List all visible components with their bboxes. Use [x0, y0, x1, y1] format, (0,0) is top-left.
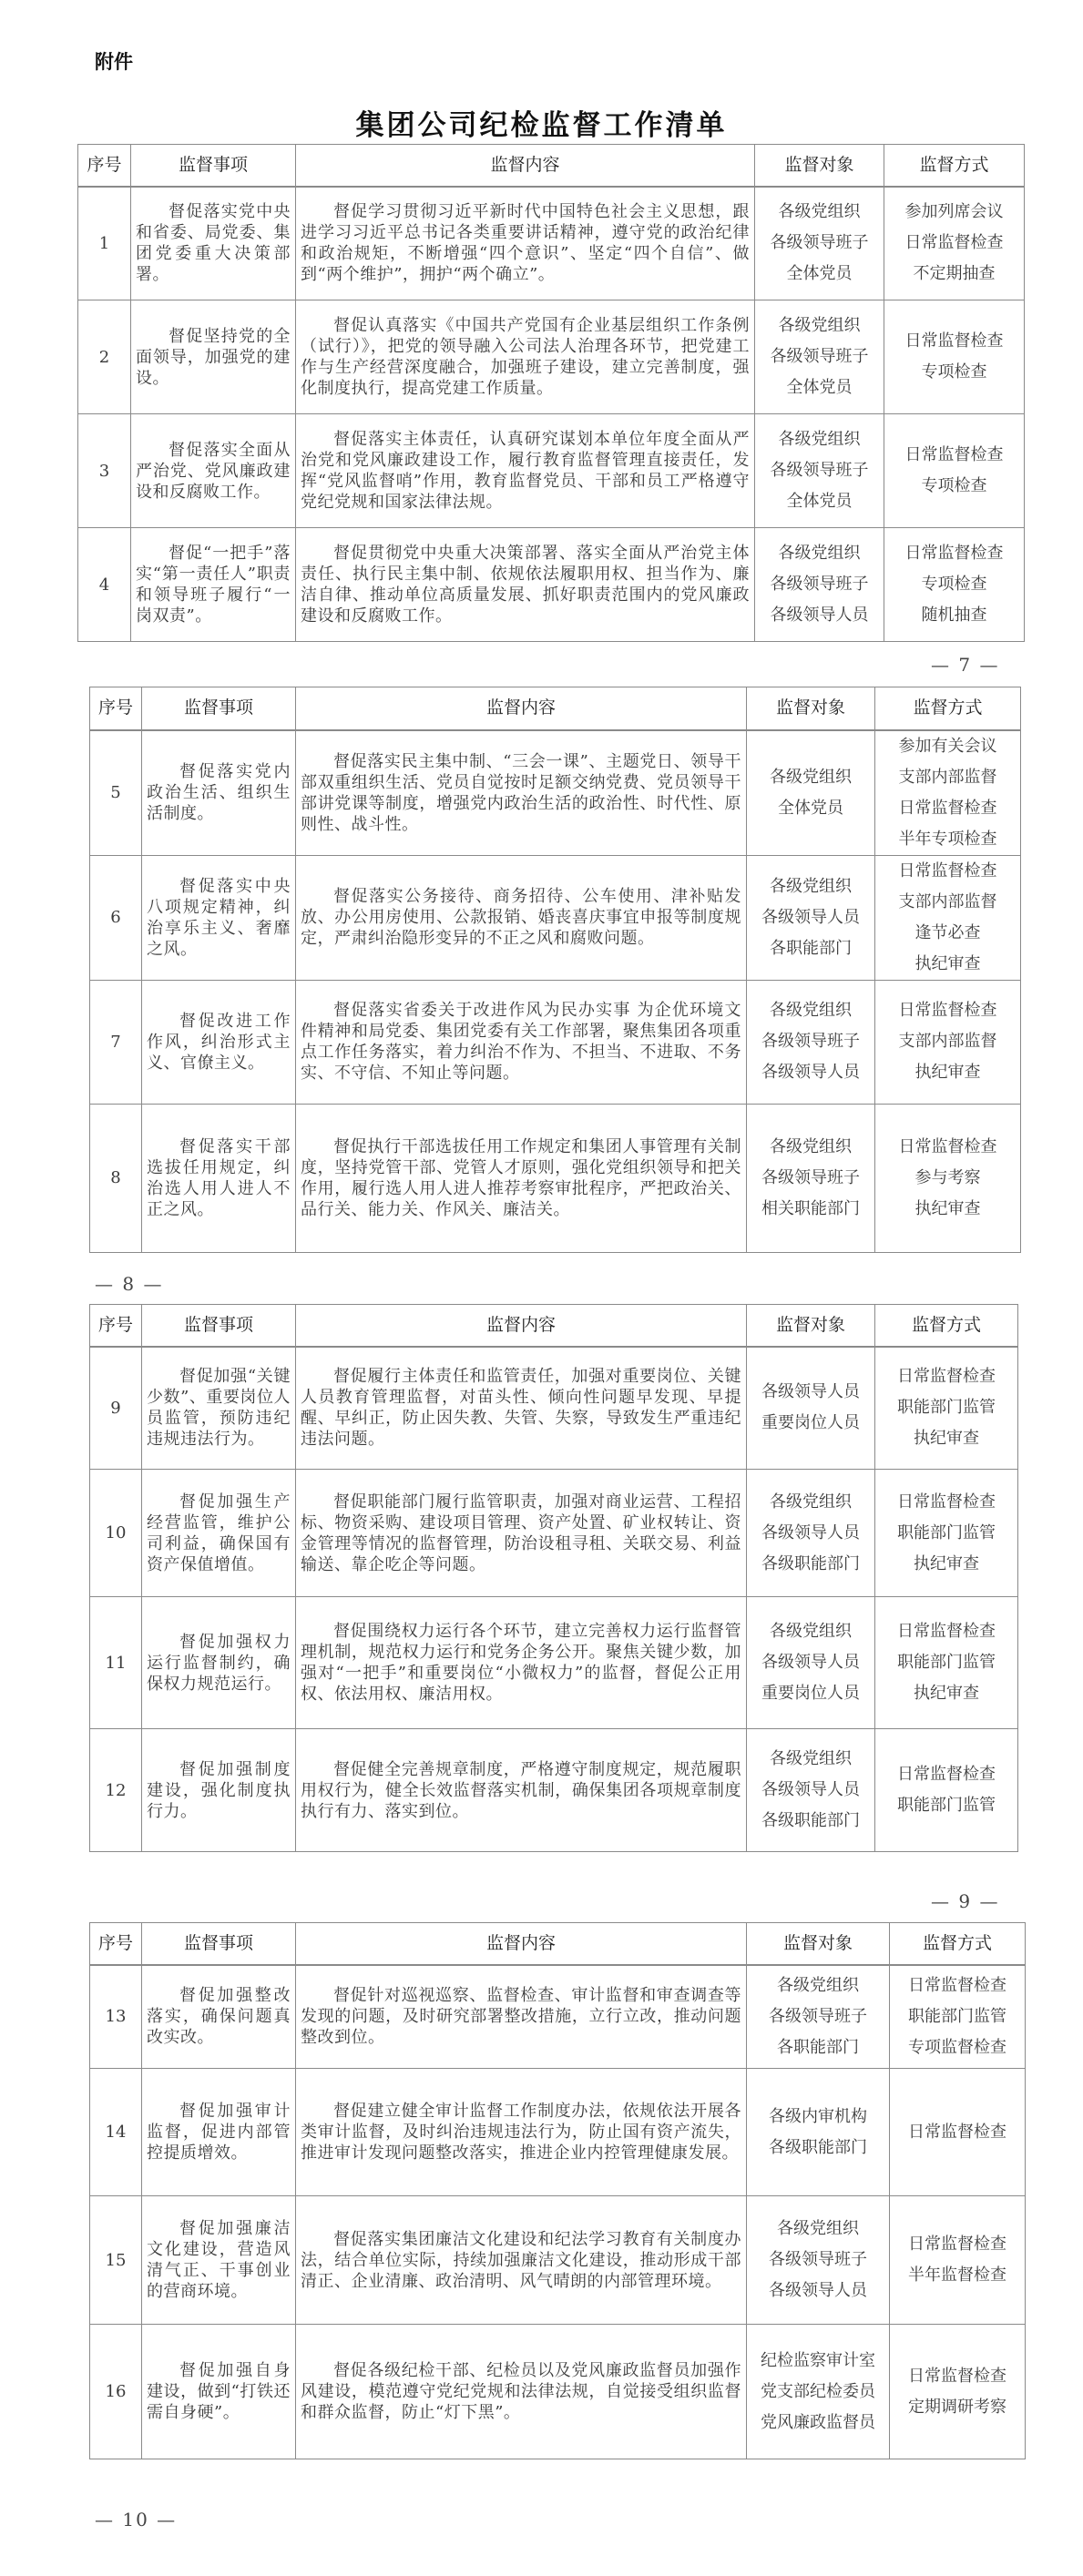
- header-content: 监督内容: [296, 687, 747, 730]
- page-number: — 8 —: [95, 1273, 164, 1295]
- method-entry: 专项检查: [921, 476, 987, 495]
- supervision-content: 督促针对巡视巡察、监督检查、审计监督和审查调查等发现的问题，及时研究部署整改措施，立行立改，推动问题整改到位。: [296, 1965, 747, 2069]
- supervision-item: 督促改进工作作风，纠治形式主义、官僚主义。: [142, 980, 296, 1104]
- page-number: — 7 —: [931, 654, 1000, 676]
- target-entry: 各级领导人员: [761, 907, 860, 927]
- table-row: [90, 730, 1021, 856]
- target-entry: 各级领导人员: [769, 2281, 867, 2300]
- target-entry: 各级党组织: [770, 1622, 852, 1641]
- supervision-content: 督促围绕权力运行各个环节，建立完善权力运行监督管理机制，规范权力运行和党务企务公开。聚焦关键少数，加强对“一把手”和重要岗位“小微权力”的监督，督促公正用权、依法用权、廉洁用权。: [296, 1597, 747, 1729]
- supervision-table: [89, 1922, 1026, 2459]
- target-entry: 各级党组织: [777, 1975, 859, 1995]
- supervision-content: 督促落实省委关于改进作风为民办实事 为企优环境文件精神和局党委、集团党委有关工作部署，聚焦集团各项重点工作任务落实，着力纠治不作为、不担当、不进取、不务实、不守信、不知止等问题。: [296, 980, 747, 1104]
- target-entry: 各级领导班子: [770, 575, 869, 594]
- method-entry: 日常监督检查: [908, 2366, 1006, 2386]
- supervision-content: 督促落实公务接待、商务招待、公车使用、津补贴发放、办公用房使用、公款报销、婚丧喜庆事宜申报等制度规定，严肃纠治隐形变异的不正之风和腐败问题。: [296, 855, 747, 980]
- header-row: [90, 1305, 1018, 1347]
- supervision-content: 督促履行主体责任和监管责任，加强对重要岗位、关键人员教育管理监督，对苗头性、倾向性问题早发现、早提醒、早纠正，防止因失教、失管、失察，导致发生严重违纪违法问题。: [296, 1347, 747, 1470]
- method-entry: 日常监督检查: [898, 798, 997, 818]
- supervision-methods: [884, 528, 1025, 642]
- table-row: [90, 1597, 1018, 1729]
- method-entry: 职能部门监管: [897, 1796, 996, 1815]
- attachment-label: 附件: [95, 51, 133, 73]
- row-number: 1: [78, 187, 131, 300]
- row-number: 6: [90, 855, 142, 980]
- header-method: 监督方式: [890, 1923, 1026, 1965]
- target-entry: 各级内审机构: [769, 2106, 867, 2126]
- target-entry: 各级领导人员: [761, 1063, 860, 1082]
- header-no: 序号: [90, 687, 142, 730]
- supervision-targets: [755, 300, 884, 414]
- method-entry: 参与考察: [914, 1167, 981, 1187]
- method-entry: 不定期抽查: [913, 264, 996, 284]
- method-entry: 参加列席会议: [904, 202, 1004, 222]
- method-entry: 定期调研考察: [908, 2397, 1006, 2417]
- header-no: 序号: [90, 1305, 142, 1347]
- header-no: 序号: [90, 1923, 142, 1965]
- row-number: 5: [90, 730, 142, 856]
- supervision-targets: [755, 414, 884, 528]
- table-row: [78, 414, 1025, 528]
- method-entry: 执纪审查: [914, 1063, 981, 1082]
- table-row: [90, 2069, 1026, 2196]
- target-entry: 各级党组织: [770, 1136, 852, 1156]
- table-row: [90, 855, 1021, 980]
- target-entry: 各级职能部门: [761, 1553, 860, 1573]
- supervision-content: 督促执行干部选拔任用工作规定和集团人事管理有关制度，坚持党管干部、党管人才原则，强化党组织领导和把关作用，履行选人用人进人推荐考察审批程序，严把政治关、品行关、能力关、作风关、廉洁关。: [296, 1104, 747, 1252]
- supervision-targets: [747, 1347, 875, 1470]
- header-content: 监督内容: [296, 1923, 747, 1965]
- target-entry: 重要岗位人员: [761, 1684, 860, 1703]
- supervision-content: 督促建立健全审计监督工作制度办法，依规依法开展各类审计监督，及时纠治违规违法行为，防止国有资产流失，推进审计发现问题整改落实，推进企业内控管理健康发展。: [296, 2069, 747, 2196]
- method-entry: 支部内部监督: [898, 891, 997, 911]
- target-entry: 各级职能部门: [769, 2137, 867, 2157]
- header-row: [78, 145, 1025, 187]
- supervision-methods: [890, 2069, 1026, 2196]
- row-number: 7: [90, 980, 142, 1104]
- supervision-content: 督促落实主体责任，认真研究谋划本单位年度全面从严治党和党风廉政建设工作，履行教育监督管理直接责任，发挥“党风监督哨”作用，教育监督党员、干部和员工严格遵守党纪党规和国家法律法规。: [296, 414, 755, 528]
- method-entry: 日常监督检查: [904, 331, 1004, 351]
- method-entry: 日常监督检查: [898, 1136, 997, 1156]
- supervision-targets: [755, 187, 884, 300]
- row-number: 10: [90, 1470, 142, 1597]
- target-entry: 各级党组织: [770, 876, 852, 896]
- method-entry: 执纪审查: [914, 1429, 979, 1449]
- method-entry: 支部内部监督: [898, 1032, 997, 1051]
- target-entry: 各级党组织: [778, 544, 861, 563]
- header-target: 监督对象: [747, 1923, 890, 1965]
- target-entry: 纪检监察审计室: [761, 2350, 875, 2370]
- method-entry: 职能部门监管: [897, 1522, 996, 1543]
- row-number: 4: [78, 528, 131, 642]
- target-entry: 各级领导班子: [770, 461, 869, 480]
- row-number: 3: [78, 414, 131, 528]
- row-number: 8: [90, 1104, 142, 1252]
- supervision-content: 督促健全完善规章制度，严格遵守制度规定，规范履职用权行为，健全长效监督落实机制，确保集团各项规章制度执行有力、落实到位。: [296, 1729, 747, 1852]
- supervision-methods: [884, 300, 1025, 414]
- supervision-methods: [890, 2325, 1026, 2459]
- row-number: 14: [90, 2069, 142, 2196]
- supervision-item: 督促加强制度建设，强化制度执行力。: [142, 1729, 296, 1852]
- target-entry: 相关职能部门: [761, 1198, 860, 1218]
- target-entry: 各级党组织: [778, 202, 861, 222]
- method-entry: 日常监督检查: [898, 1001, 997, 1020]
- supervision-item: 督促落实干部选拔任用规定，纠治选人用人进人不正之风。: [142, 1104, 296, 1252]
- supervision-targets: [747, 1470, 875, 1597]
- method-entry: 日常监督检查: [897, 1765, 996, 1784]
- header-item: 监督事项: [142, 1305, 296, 1347]
- method-entry: 专项监督检查: [908, 2037, 1006, 2057]
- method-entry: 逢节必查: [914, 922, 981, 942]
- table-row: [78, 187, 1025, 300]
- target-entry: 各级领导班子: [761, 1167, 860, 1187]
- supervision-targets: [747, 2069, 890, 2196]
- target-entry: 全体党员: [786, 264, 853, 284]
- supervision-targets: [747, 1965, 890, 2069]
- supervision-methods: [875, 730, 1021, 856]
- method-entry: 执纪审查: [914, 1684, 979, 1703]
- supervision-item: 督促坚持党的全面领导，加强党的建设。: [131, 300, 296, 414]
- target-entry: 各级领导班子: [769, 2250, 867, 2269]
- supervision-item: 督促加强自身建设，做到“打铁还需自身硬”。: [142, 2325, 296, 2459]
- header-row: [90, 1923, 1026, 1965]
- header-method: 监督方式: [875, 1305, 1018, 1347]
- table-row: [90, 1729, 1018, 1852]
- supervision-targets: [747, 855, 875, 980]
- table-row: [90, 1470, 1018, 1597]
- supervision-item: 督促落实全面从严治党、党风廉政建设和反腐败工作。: [131, 414, 296, 528]
- supervision-table: [89, 687, 1021, 1253]
- method-entry: 日常监督检查: [908, 2122, 1006, 2142]
- method-entry: 日常监督检查: [904, 445, 1004, 464]
- header-item: 监督事项: [142, 687, 296, 730]
- row-number: 9: [90, 1347, 142, 1470]
- document-title: 集团公司纪检监督工作清单: [355, 109, 728, 142]
- method-entry: 日常监督检查: [898, 860, 997, 881]
- header-target: 监督对象: [747, 687, 875, 730]
- method-entry: 日常监督检查: [897, 1492, 996, 1512]
- target-entry: 各级党组织: [778, 316, 861, 335]
- method-entry: 日常监督检查: [904, 544, 1004, 563]
- target-entry: 各级领导人员: [761, 1653, 860, 1672]
- table-row: [90, 2196, 1026, 2325]
- row-number: 15: [90, 2196, 142, 2325]
- supervision-item: 督促加强廉洁文化建设，营造风清气正、干事创业的营商环境。: [142, 2196, 296, 2325]
- supervision-content: 督促职能部门履行监管职责，加强对商业运营、工程招标、物资采购、建设项目管理、资产处置、矿业权转让、资金管理等情况的监督管理，防治设租寻租、关联交易、利益输送、靠企吃企等问题。: [296, 1470, 747, 1597]
- target-entry: 全体党员: [778, 798, 843, 818]
- table-row: [90, 1347, 1018, 1470]
- method-entry: 日常监督检查: [908, 1975, 1006, 1995]
- target-entry: 各级领导班子: [770, 233, 869, 253]
- supervision-item: 督促落实中央八项规定精神，纠治享乐主义、奢靡之风。: [142, 855, 296, 980]
- supervision-table: [77, 144, 1025, 642]
- supervision-table: [89, 1304, 1018, 1852]
- target-entry: 各级领导人员: [761, 1780, 860, 1799]
- header-target: 监督对象: [755, 145, 884, 187]
- supervision-methods: [875, 1597, 1018, 1729]
- target-entry: 党风廉政监督员: [761, 2412, 875, 2432]
- page-number: — 9 —: [931, 1890, 1000, 1912]
- method-entry: 支部内部监督: [898, 767, 997, 787]
- target-entry: 各级职能部门: [761, 1811, 860, 1830]
- target-entry: 党支部纪检委员: [761, 2381, 875, 2401]
- table-row: [90, 980, 1021, 1104]
- supervision-methods: [890, 2196, 1026, 2325]
- header-row: [90, 687, 1021, 730]
- supervision-methods: [884, 187, 1025, 300]
- supervision-targets: [747, 1597, 875, 1729]
- supervision-targets: [747, 980, 875, 1104]
- method-entry: 日常监督检查: [908, 2235, 1006, 2254]
- target-entry: 重要岗位人员: [761, 1413, 860, 1433]
- supervision-methods: [875, 980, 1021, 1104]
- row-number: 11: [90, 1597, 142, 1729]
- supervision-targets: [755, 528, 884, 642]
- supervision-targets: [747, 1104, 875, 1252]
- supervision-targets: [747, 2196, 890, 2325]
- supervision-methods: [875, 855, 1021, 980]
- supervision-content: 督促认真落实《中国共产党国有企业基层组织工作条例（试行）》，把党的领导融入公司法人治理各环节，把党建工作与生产经营深度融合，加强班子建设，建立完善制度，强化制度执行，提高党建工作质量。: [296, 300, 755, 414]
- supervision-targets: [747, 1729, 875, 1852]
- target-entry: 全体党员: [786, 492, 853, 511]
- method-entry: 执纪审查: [914, 953, 981, 973]
- header-method: 监督方式: [884, 145, 1025, 187]
- supervision-methods: [884, 414, 1025, 528]
- method-entry: 职能部门监管: [908, 2006, 1006, 2026]
- target-entry: 各级党组织: [777, 2219, 859, 2238]
- header-content: 监督内容: [296, 1305, 747, 1347]
- target-entry: 各级领导人员: [761, 1382, 860, 1402]
- header-target: 监督对象: [747, 1305, 875, 1347]
- supervision-methods: [875, 1104, 1021, 1252]
- table-row: [78, 300, 1025, 414]
- target-entry: 各级党组织: [770, 767, 852, 787]
- supervision-item: 督促落实党内政治生活、组织生活制度。: [142, 730, 296, 856]
- method-entry: 职能部门监管: [897, 1653, 996, 1672]
- supervision-item: 督促落实党中央和省委、局党委、集团党委重大决策部署。: [131, 187, 296, 300]
- supervision-content: 督促落实民主集中制、“三会一课”、主题党日、领导干部双重组织生活、党员自觉按时足额交纳党费、党员领导干部讲党课等制度，增强党内政治生活的政治性、时代性、原则性、战斗性。: [296, 730, 747, 856]
- header-item: 监督事项: [131, 145, 296, 187]
- supervision-methods: [875, 1470, 1018, 1597]
- supervision-targets: [747, 2325, 890, 2459]
- target-entry: 各级党组织: [770, 1492, 852, 1512]
- supervision-item: 督促“一把手”落实“第一责任人”职责和领导班子履行“一岗双责”。: [131, 528, 296, 642]
- table-row: [78, 528, 1025, 642]
- target-entry: 全体党员: [786, 378, 853, 397]
- row-number: 2: [78, 300, 131, 414]
- target-entry: 各职能部门: [770, 938, 852, 958]
- supervision-methods: [875, 1729, 1018, 1852]
- supervision-item: 督促加强生产经营监管，维护公司利益，确保国有资产保值增值。: [142, 1470, 296, 1597]
- supervision-content: 督促各级纪检干部、纪检员以及党风廉政监督员加强作风建设，模范遵守党纪党规和法律法规，自觉接受组织监督和群众监督，防止“灯下黑”。: [296, 2325, 747, 2459]
- supervision-item: 督促加强整改落实，确保问题真改实改。: [142, 1965, 296, 2069]
- target-entry: 各级领导班子: [761, 1032, 860, 1051]
- target-entry: 各级党组织: [778, 430, 861, 449]
- method-entry: 职能部门监管: [897, 1398, 996, 1418]
- method-entry: 执纪审查: [914, 1198, 981, 1218]
- supervision-methods: [875, 1347, 1018, 1470]
- target-entry: 各级领导人员: [761, 1522, 860, 1543]
- target-entry: 各级领导班子: [770, 347, 869, 366]
- supervision-content: 督促落实集团廉洁文化建设和纪法学习教育有关制度办法，结合单位实际，持续加强廉洁文化建设，推动形成干部清正、企业清廉、政治清明、风气晴朗的内部管理环境。: [296, 2196, 747, 2325]
- header-content: 监督内容: [296, 145, 755, 187]
- row-number: 12: [90, 1729, 142, 1852]
- target-entry: 各级党组织: [770, 1001, 852, 1020]
- table-row: [90, 2325, 1026, 2459]
- supervision-targets: [747, 730, 875, 856]
- method-entry: 执纪审查: [914, 1553, 979, 1573]
- target-entry: 各级领导班子: [769, 2006, 867, 2026]
- target-entry: 各级领导人员: [770, 606, 869, 625]
- row-number: 13: [90, 1965, 142, 2069]
- header-item: 监督事项: [142, 1923, 296, 1965]
- target-entry: 各职能部门: [777, 2037, 859, 2057]
- method-entry: 专项检查: [921, 362, 987, 382]
- method-entry: 半年专项检查: [898, 829, 997, 849]
- method-entry: 日常监督检查: [897, 1367, 996, 1387]
- header-method: 监督方式: [875, 687, 1021, 730]
- supervision-item: 督促加强审计监督，促进内部管控提质增效。: [142, 2069, 296, 2196]
- method-entry: 专项检查: [921, 575, 987, 594]
- supervision-content: 督促学习贯彻习近平新时代中国特色社会主义思想，跟进学习习近平总书记各类重要讲话精神，遵守党的政治纪律和政治规矩，不断增强“四个意识”、坚定“四个自信”、做到“两个维护”，拥护“两个确立”。: [296, 187, 755, 300]
- supervision-content: 督促贯彻党中央重大决策部署、落实全面从严治党主体责任、执行民主集中制、依规依法履职用权、担当作为、廉洁自律、推动单位高质量发展、抓好职责范围内的党风廉政建设和反腐败工作。: [296, 528, 755, 642]
- supervision-item: 督促加强权力运行监督制约，确保权力规范运行。: [142, 1597, 296, 1729]
- table-row: [90, 1965, 1026, 2069]
- supervision-item: 督促加强“关键少数”、重要岗位人员监管，预防违纪违规违法行为。: [142, 1347, 296, 1470]
- target-entry: 各级党组织: [770, 1749, 852, 1768]
- header-no: 序号: [78, 145, 131, 187]
- row-number: 16: [90, 2325, 142, 2459]
- method-entry: 参加有关会议: [898, 736, 997, 756]
- method-entry: 日常监督检查: [904, 233, 1004, 253]
- table-row: [90, 1104, 1021, 1252]
- supervision-methods: [890, 1965, 1026, 2069]
- method-entry: 半年监督检查: [908, 2265, 1006, 2285]
- method-entry: 日常监督检查: [897, 1622, 996, 1641]
- page-number: — 10 —: [95, 2509, 178, 2530]
- method-entry: 随机抽查: [921, 606, 987, 625]
